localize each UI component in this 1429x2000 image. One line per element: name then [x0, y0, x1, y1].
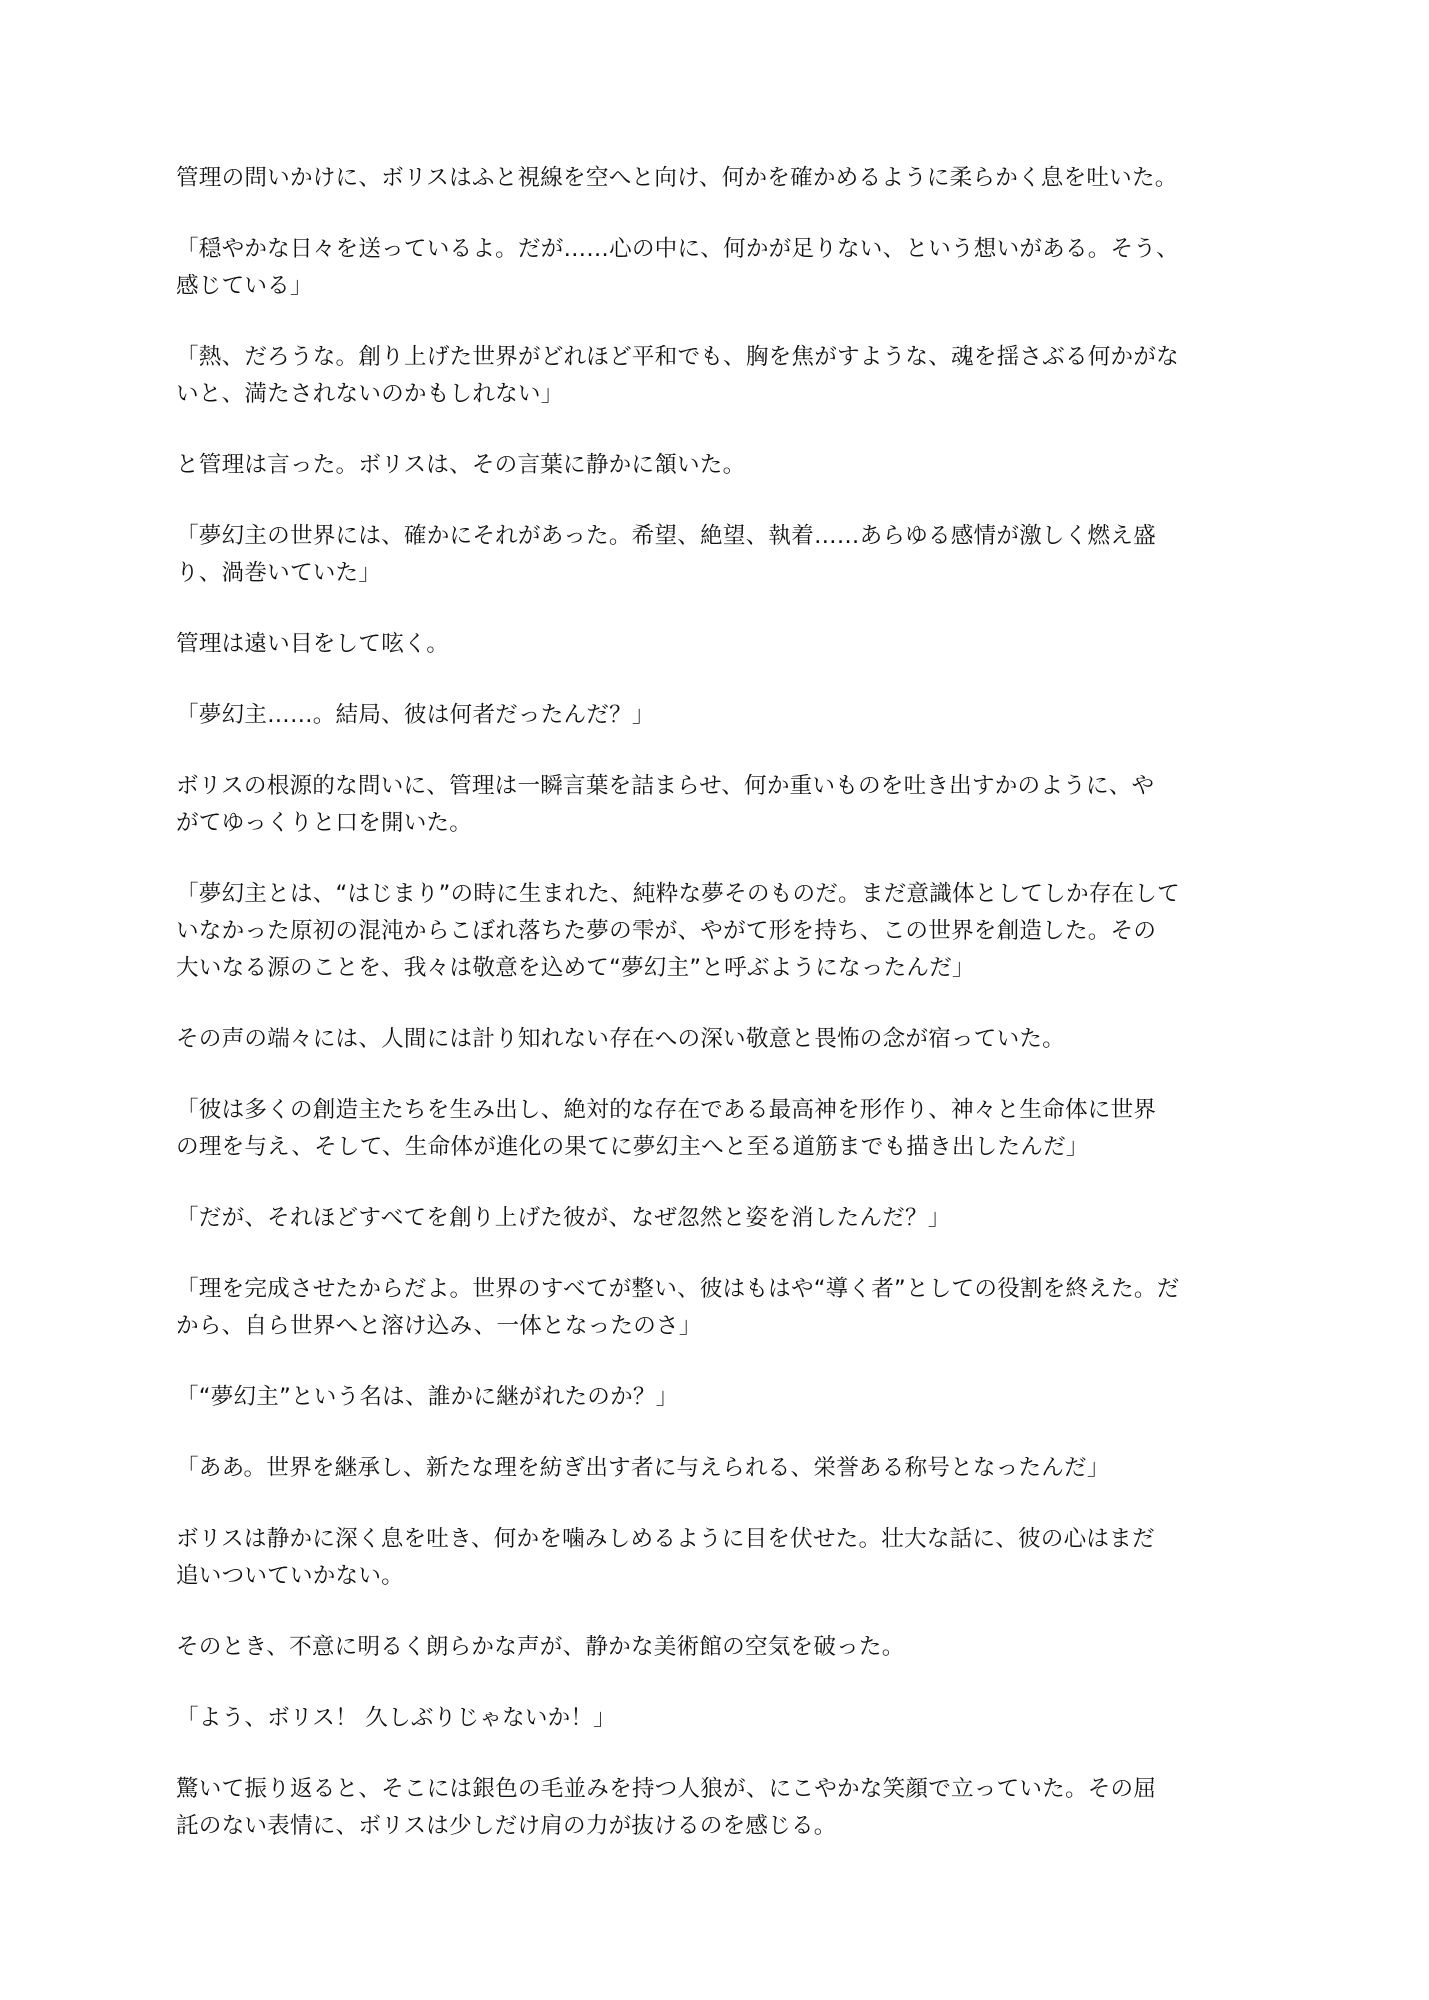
paragraph-3: 「熱、だろうな。創り上げた世界がどれほど平和でも、胸を焦がすような、魂を揺さぶる何かがな いと、満たされないのかもしれない」	[176, 344, 1179, 407]
paragraph-15: 「ああ。世界を継承し、新たな理を紡ぎ出す者に与えられる、栄誉ある称号となったんだ」	[176, 1455, 1110, 1481]
paragraph-12: 「だが、それほどすべてを創り上げた彼が、なぜ忽然と姿を消したんだ？」	[176, 1205, 951, 1231]
paragraph-5: 「夢幻主の世界には、確かにそれがあった。希望、絶望、執着……あらゆる感情が激しく燃え盛 り、渦巻いていた」	[176, 523, 1156, 586]
paragraph-9: 「夢幻主とは、“はじまり”の時に生まれた、純粋な夢そのものだ。まだ意識体としてしか存在して いなかった原初の混沌からこぼれ落ちた夢の雫が、やがて形を持ち、この世界を創造した。その 大いなる源のことを、我々は敬意を込めて“夢幻主”と呼ぶようになったんだ」	[176, 881, 1180, 981]
paragraph-4: と管理は言った。ボリスは、その言葉に静かに頷いた。	[176, 452, 746, 478]
paragraph-14: 「“夢幻主”という名は、誰かに継がれたのか？」	[176, 1384, 679, 1410]
paragraph-13: 「理を完成させたからだよ。世界のすべてが整い、彼はもはや“導く者”としての役割を終えた。だ から、自ら世界へと溶け込み、一体となったのさ」	[176, 1276, 1180, 1339]
paragraph-1: 管理の問いかけに、ボリスはふと視線を空へと向け、何かを確かめるように柔らかく息を吐いた。	[176, 165, 1178, 191]
paragraph-19: 驚いて振り返ると、そこには銀色の毛並みを持つ人狼が、にこやかな笑顔で立っていた。その屈 託のない表情に、ボリスは少しだけ肩の力が抜けるのを感じる。	[176, 1776, 1157, 1839]
paragraph-6: 管理は遠い目をして呟く。	[176, 631, 450, 657]
paragraph-18: 「よう、ボリス！ 久しぶりじゃないか！」	[176, 1705, 617, 1731]
paragraph-11: 「彼は多くの創造主たちを生み出し、絶対的な存在である最高神を形作り、神々と生命体に世界 の理を与え、そして、生命体が進化の果てに夢幻主へと至る道筋までも描き出したんだ」	[176, 1097, 1157, 1160]
paragraph-10: その声の端々には、人間には計り知れない存在への深い敬意と畏怖の念が宿っていた。	[176, 1026, 1065, 1052]
paragraph-2: 「穏やかな日々を送っているよ。だが……心の中に、何かが足りない、という想いがある。そう、 感じている」	[176, 236, 1179, 299]
paragraph-16: ボリスは静かに深く息を吐き、何かを噛みしめるように目を伏せた。壮大な話に、彼の心はまだ 追いついていかない。	[176, 1526, 1155, 1589]
paragraph-17: そのとき、不意に明るく朗らかな声が、静かな美術館の空気を破った。	[176, 1634, 905, 1660]
paragraph-7: 「夢幻主……。結局、彼は何者だったんだ？」	[176, 702, 655, 728]
paragraph-8: ボリスの根源的な問いに、管理は一瞬言葉を詰まらせ、何か重いものを吐き出すかのように、や がてゆっくりと口を開いた。	[176, 773, 1155, 836]
body-text	[176, 160, 1266, 1879]
